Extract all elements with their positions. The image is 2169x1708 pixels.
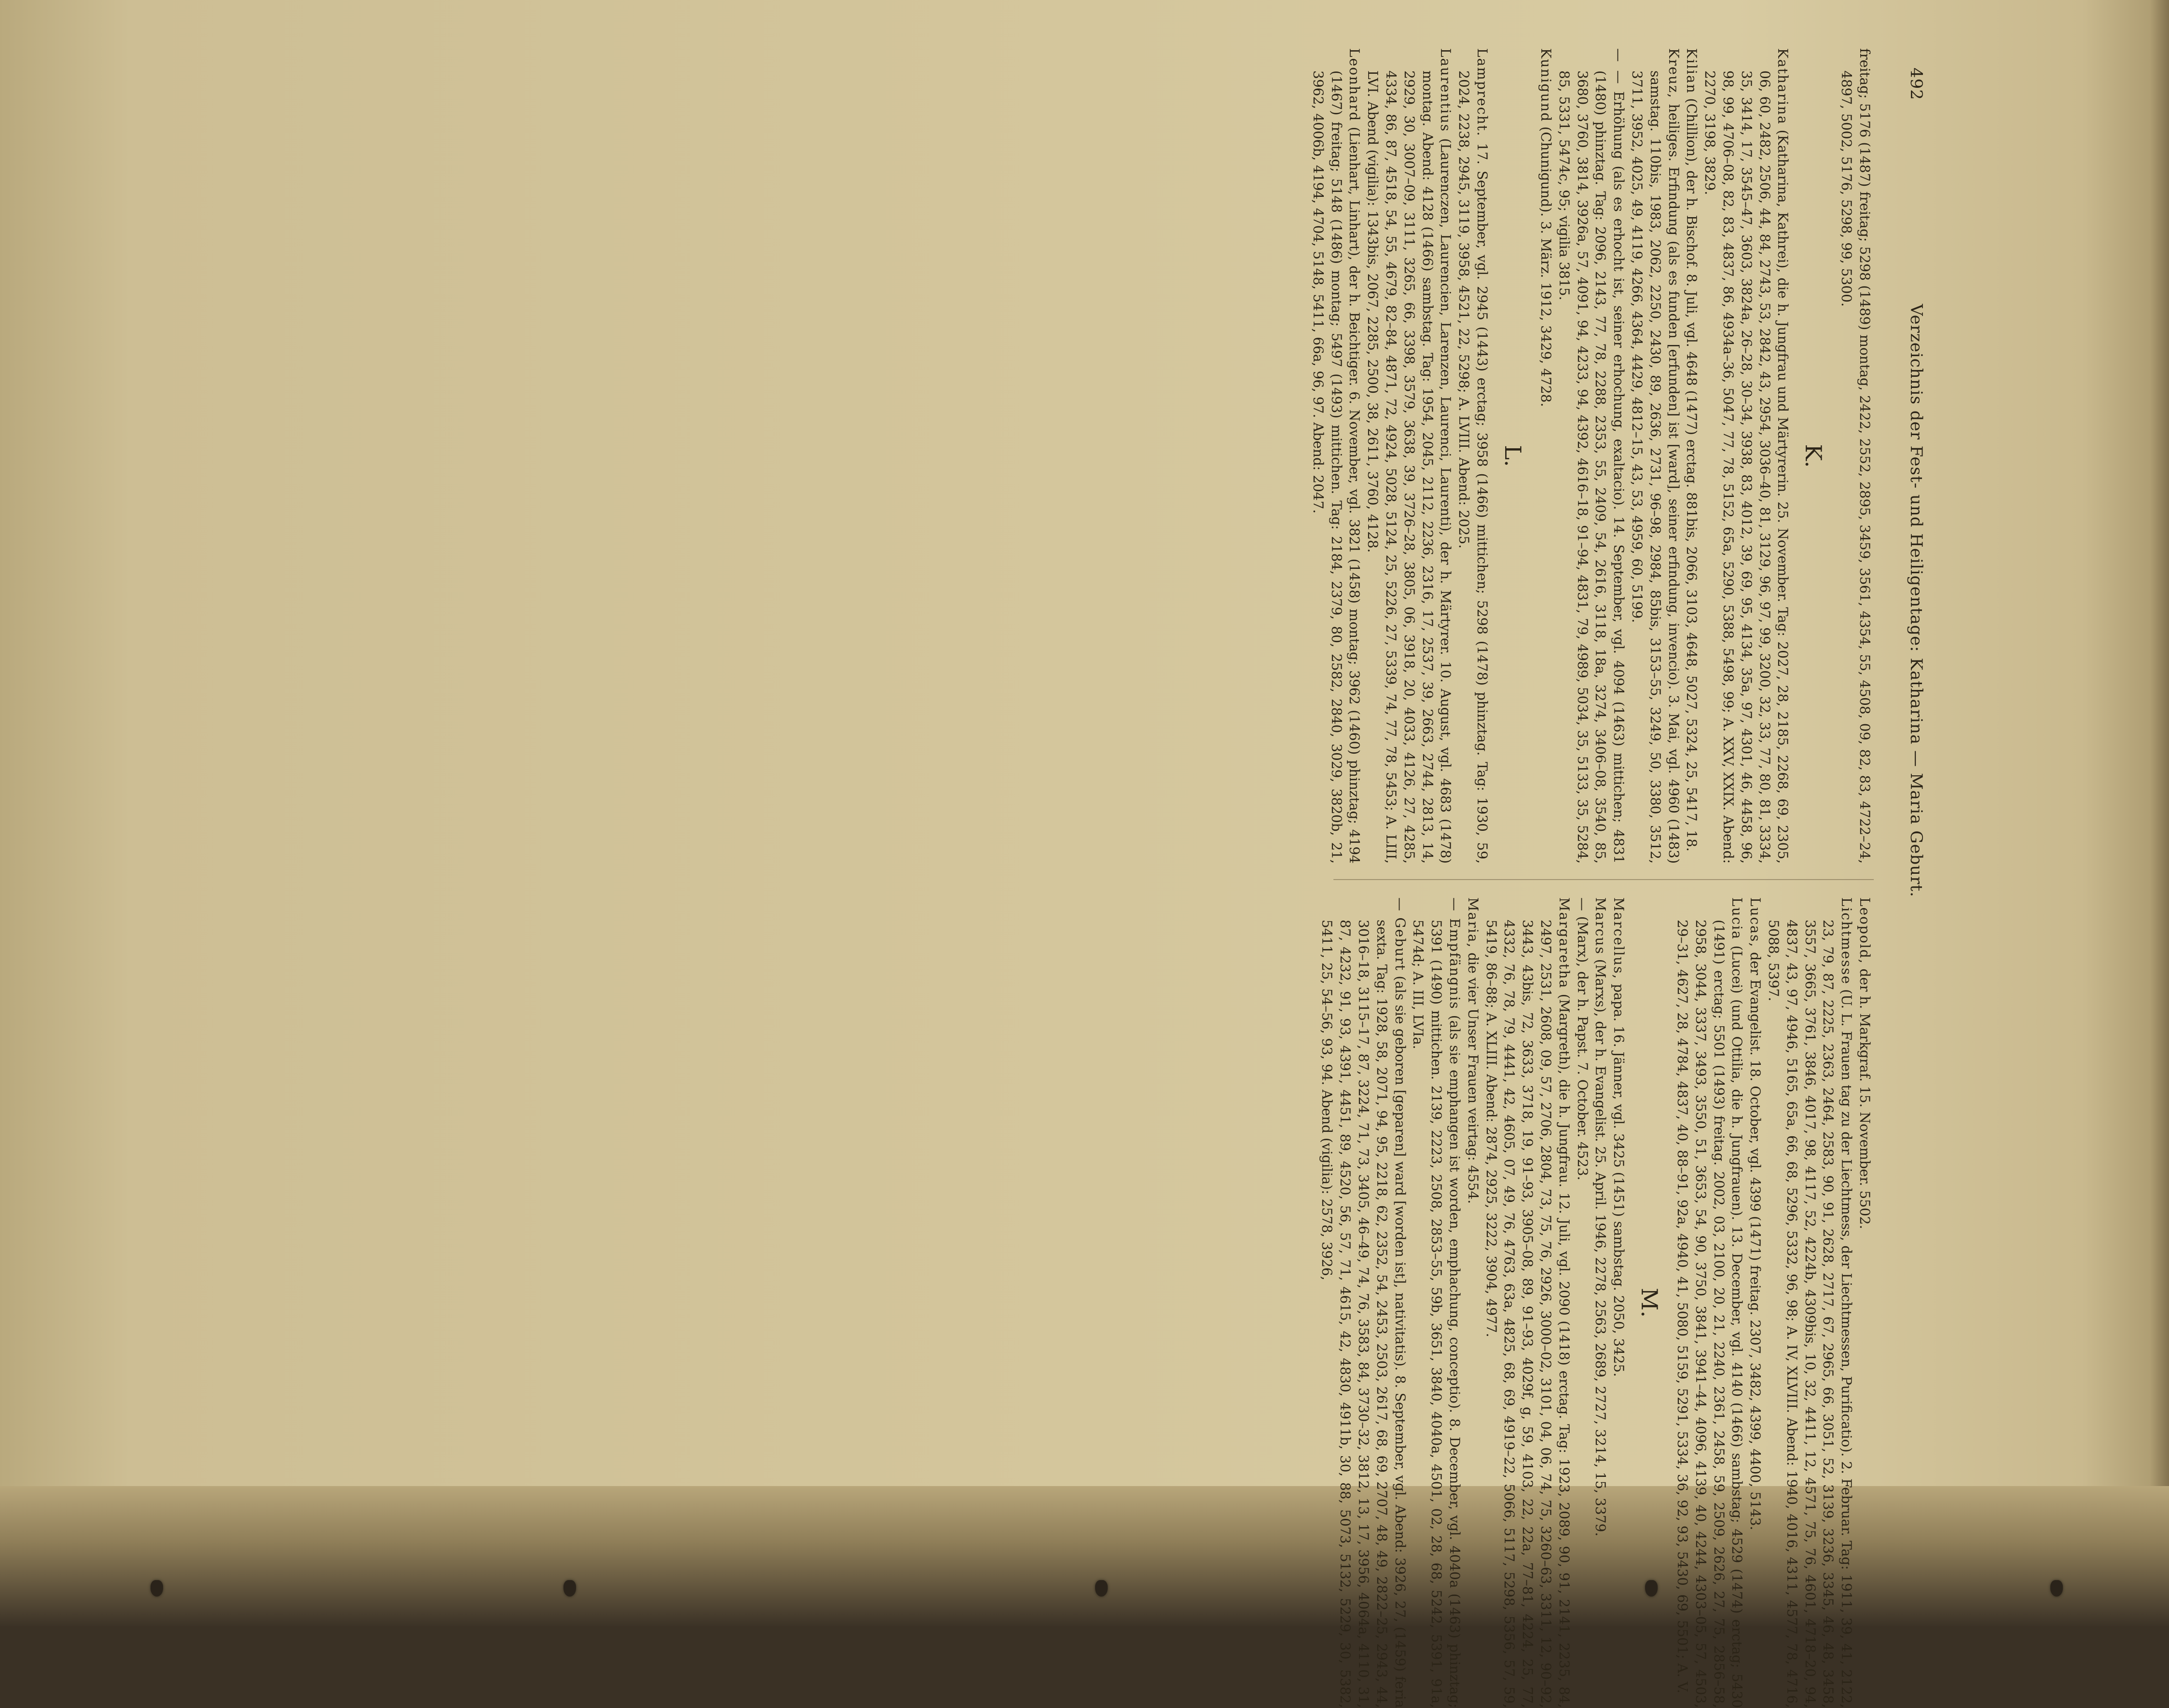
entry-text: die vier Unser Frauen veirtag: 4554. <box>1465 952 1481 1204</box>
entry-headword: Lucia <box>1729 897 1745 940</box>
column-divider <box>1333 879 1874 880</box>
entry-headword: Kilian <box>1684 48 1700 94</box>
binding-stitch <box>563 1580 576 1597</box>
page-edge-shadow <box>2150 0 2169 1626</box>
section-letter: K. <box>1800 444 1827 468</box>
binding-stitch <box>1095 1580 1108 1597</box>
entry-headword: Maria, <box>1465 897 1481 949</box>
index-entry <box>1318 897 1409 1708</box>
entry-text: (als sie emphangen ist worden, emphachung, conceptio). 8. December, vgl. 4040a (1463) phinztag; 5391 (1490) mittichen. 2139, 2223, 2508, 2853–55, 59b, 3651, 3840, 4040a, 4501, 02, 28, 68, 5242, 5391, 91a, 5474d; A. III, LVIa. <box>1410 920 1463 1708</box>
index-entry <box>1482 897 1573 1708</box>
entry-text: (Laurenczen, Laurencien, Larenzen, Laurenci, Laurenti), der h. Märtyrer. 10. August, vgl. 4683 (1478) montag. Abend: 4128 (1466) sambstag. Tag: 1954, 2045, 2112, 2236, 2316, 17, 2537, 39, 2663, 2744, 2813, 14, 2929, 30, 3007–09, 3111, 3265, 66, 3398, 3579, 3638, 39, 3726–28, 3805, 06, 3918, 20, 4033, 4126, 27, 4285, 4334, 86, 87, 4518, 54, 55, 4679, 82–84, 4871, 72, 4924, 5028, 5124, 25, 5226, 27, 5339, 74, 77, 78, 5453; A. LIII, LVI. Abend (vigilia): 1343bis, 2067, 2285, 2500, 38, 2611, 3760, 4128. <box>1365 70 1454 864</box>
running-title: Verzeichnis der Fest- und Heiligentage: Katharina — Maria Geburt. <box>1907 304 1926 897</box>
entry-text: (U. L. Frauen tag zu der Liechtmess, der Liechtmessen, Purificatio). 2. Februar. Tag: 1911, 39, 41, 2122, 23, 79, 87, 2225, 2363, 2464, 2583, 90, 91, 2628, 2717, 67, 2965, 66, 3051, 52, 3139, 3236, 3345, 46, 48, 3458, 3557, 3665, 3761, 3846, 4017, 98, 4117, 52, 4224b, 4309bis, 10, 32, 4411, 12, 4571, 75, 76, 4601, 4718–20, 94, 4837, 43, 97, 4946, 5165, 65a, 66, 68, 5296, 5332, 96, 98; A. IV, XLVIII. Abend: 1940, 4016, 4311, 4577, 78, 4716, 5088, 5397. <box>1766 920 1855 1708</box>
entry-text: der h. Markgraf. 15. November. 5502. <box>1857 968 1873 1229</box>
index-entry <box>1673 897 1746 1708</box>
rotated-text-block <box>271 48 1931 1708</box>
index-entry <box>1555 48 1628 864</box>
section-letter: L. <box>1500 445 1526 467</box>
index-entry <box>1409 897 1464 1708</box>
entry-text: 17. September, vgl. 2945 (1443) erctag; 3958 (1466) mittichen; 5298 (1478) phinztag. Tag: 1930, 59, 2024, 2238, 2945, 3119, 3958, 4521, 22, 5298; A. LVIII. Abend: 2025. <box>1456 70 1491 864</box>
entry-headword: Katharina <box>1775 48 1791 125</box>
entry-text: papa. 16. Jänner, vgl. 3425 (1451) sambstag. 2050, 3425. <box>1611 984 1627 1377</box>
entry-headword: Laurentius <box>1438 48 1454 132</box>
index-column-right <box>1319 897 1874 1708</box>
index-column-left <box>1310 48 1874 864</box>
entry-text: freitag; 5176 (1487) freitag; 5298 (1489) montag, 2422, 2552, 2895, 3459, 3561, 4354, 55, 4508, 09, 82, 83, 4722–24, 4897, 5002, 5176, 5298, 99, 5300. <box>1839 48 1873 864</box>
entry-text: Erhöhung (als es erhocht ist, seiner erhochung, exaltacio). 14. September, vgl. 4094 (1463) mittichen; 4831 (1480) phinztag. Tag: 2096, 2143, 77, 78, 2288, 2353, 55, 2409, 54, 2616, 3118, 18a, 3274, 3406–08, 3540, 85, 3680, 3760, 3814, 3926a, 57, 4091, 94, 4233, 94, 4392, 4616–18, 91–94, 4831, 79, 4989, 5034, 35, 5133, 35, 5284, 85, 5331, 5474c, 95; vigilia 3815. <box>1556 70 1627 864</box>
index-entry <box>1363 48 1455 864</box>
entry-text: heiliges. Erfindung (als es funden [erfunden] ist [ward], seiner erfindung, invencio). 3. Mai, vgl. 4960 (1483) samstag. 110bis, 1983, 2062, 2250, 2430, 89, 2636, 2731, 96–98, 2984, 85bis, 3153–55, 3249, 50, 3380, 3512, 3711, 3952, 4025, 49, 4119, 4266, 4364, 4429, 4812–15, 43, 53, 4959, 60, 5199. <box>1629 70 1682 864</box>
entry-headword: — — <box>1611 48 1627 85</box>
entry-text: (Lienhart, Linhart), der h. Beichtiger. 6. November, vgl. 3821 (1458) montag; 3962 (1460) phinztag; 4194 (1467) freitag; 5148 (1486) montag; 5497 (1493) mittichen. Tag: 2184, 2379, 80, 2582, 2840, 3029, 3820b, 21, 3962, 4006b, 4194, 4704, 5148, 5411, 66a, 96, 97. Abend: 2047. <box>1310 70 1363 864</box>
entry-text: (Chunigund). 3. März. 1912, 3429, 4728. <box>1538 126 1554 407</box>
index-entry <box>1837 48 1874 864</box>
entry-text: (Katharina, Kathrei), die h. Jungfrau und Märtyrerin. 25. November. Tag: 2027, 28, 2185, 2268, 69, 2305, 06, 60, 2482, 2506, 44, 84, 2743, 53, 2842, 43, 2954, 3036–40, 81, 3129, 96, 97, 99, 3200, 32, 33, 77, 80, 81, 3334, 35, 3414, 17, 3545–47, 3603, 3824a, 26–28, 30–34, 3938, 83, 4012, 39, 69, 95, 4134, 35a, 97, 4301, 46, 4458, 96, 98, 99, 4706–08, 82, 83, 4837, 86, 4934a–36, 5047, 77, 78, 5152, 65a, 5290, 5388, 5498, 99; A. XXV, XXIX. Abend: 2270, 3198, 3829. <box>1702 70 1791 864</box>
index-entry <box>1855 897 1874 1708</box>
entry-headword: Kunigund <box>1538 48 1554 123</box>
index-entry <box>1628 48 1682 864</box>
entry-text: der Evangelist. 18. October, vgl. 4399 (1471) freitag. 2307, 3482, 4399, 4400, 5143. <box>1747 952 1764 1530</box>
entry-headword: Marcus <box>1592 897 1609 955</box>
entry-headword: — Geburt <box>1392 897 1408 971</box>
entry-headword: — Empfängnis <box>1446 897 1463 1010</box>
entry-headword: Leonhard <box>1346 48 1363 122</box>
entry-text: (Marx), der h. Papst. 7. October. 4523. <box>1574 916 1591 1181</box>
entry-text: (Marxs), der h. Evangelist. 25. April. 1946, 2278, 2563, 2689, 2727, 3214, 15, 3379. <box>1592 959 1609 1537</box>
entry-text: (als sie geboren [geparen] ward [worden ist], nativitatis). 8. September, vgl. Abend: 3926, 27, (1459) feria sexta. Tag: 1928, 58, 2071, 94, 95, 2218, 62, 2352, 54, 2453, 2503, 2617, 68, 69, 2707, 48, 49, 2822–25, 2943, 44, 3016–18, 3115–17, 87, 3224, 71, 73, 3405, 46–49, 74, 76, 3583, 84, 3730–32, 3812, 13, 17, 3956, 4064a, 4110, 31, 87, 4232, 91, 93, 4391, 4451, 89, 4520, 56, 57, 71, 4615, 42, 4830, 4911b, 30, 88, 5073, 5132, 5229, 30, 5382, 5411, 25, 54–56, 93, 94. Abend (vigilia): 2578, 3926, <box>1319 920 1408 1708</box>
index-entry <box>1592 897 1610 1708</box>
index-entry <box>1455 48 1491 864</box>
index-entry <box>1746 897 1764 1708</box>
entry-headword: Lamprecht. <box>1474 48 1491 137</box>
running-head <box>1902 48 1931 1153</box>
entry-text: (Margreth), die h. Jungfrau. 12. Juli, vgl. 2090 (1418) erctag. Tag: 1923, 2089, 90, 91, 2141, 2235, 84, 2497, 2531, 2608, 09, 57, 2706, 2804, 73, 75, 76, 2926, 3000–02, 3101, 04, 06, 74, 75, 3260–63, 3311, 12, 90–92, 3443, 43bis, 72, 3633, 3718, 19, 91–93, 3905–08, 89, 91–93, 4029f, g, 59, 4103, 22, 22a, 77–81, 4224, 25, 77, 4332, 76, 78, 79, 4441, 42, 4605, 07, 49, 76, 4763, 63a, 4825, 68, 69, 4919–22, 5066, 5117, 5298, 5356, 57, 59, 5419, 86–88; A. XLIII. Abend: 2874, 2925, 3222, 3904, 4977. <box>1483 920 1572 1708</box>
entry-headword: Marcellus, <box>1611 897 1627 980</box>
entry-text: (Lucei) (und Ottilia, die h. Jungfrauen). 13. December, vgl. 4140 (1466) sambstag; 4529 (1474) erctag; 5430 (1491) erctag; 5501 (1493) freitag. 2002, 03, 2100, 20, 21, 2240, 2361, 2458, 59, 2509, 2626, 27, 75, 2856–58, 2958, 3044, 3337, 3493, 3550, 51, 3653, 54, 90, 3750, 3841, 3941–44, 4096, 4139, 40, 4244, 4303–05, 57, 4503, 29–31, 4627, 28, 4784, 4837, 40, 88–91, 92a, 4940, 41, 5080, 5159, 5291, 5334, 36, 92, 93, 5430, 69, 5501; A. V. <box>1675 920 1745 1708</box>
entry-headword: Lucas, <box>1747 897 1764 948</box>
index-entry <box>1464 897 1482 1708</box>
entry-text: (Chillion), der h. Bischof. 8. Juli, vgl. 4648 (1477) erctag. 881bis, 2066, 3103, 4648, 5027, 5324, 25, 5417, 18. <box>1684 98 1700 852</box>
page-number: 492 <box>1907 68 1926 100</box>
index-entry <box>1537 48 1555 864</box>
entry-headword: Leopold, <box>1857 897 1873 964</box>
index-entry <box>1309 48 1363 864</box>
binding-stitch <box>151 1580 163 1597</box>
entry-headword: Lichtmesse <box>1839 897 1855 985</box>
index-entry <box>1701 48 1792 864</box>
index-entry <box>1573 897 1592 1708</box>
entry-headword: Kreuz, <box>1665 48 1682 99</box>
binding-stitch <box>2050 1580 2063 1597</box>
index-entry <box>1764 897 1855 1708</box>
index-entry <box>1609 897 1628 1708</box>
entry-headword: — <box>1574 897 1591 912</box>
section-letter: M. <box>1636 1288 1663 1318</box>
index-entry <box>1683 48 1701 864</box>
entry-headword: Margaretha <box>1556 897 1572 989</box>
